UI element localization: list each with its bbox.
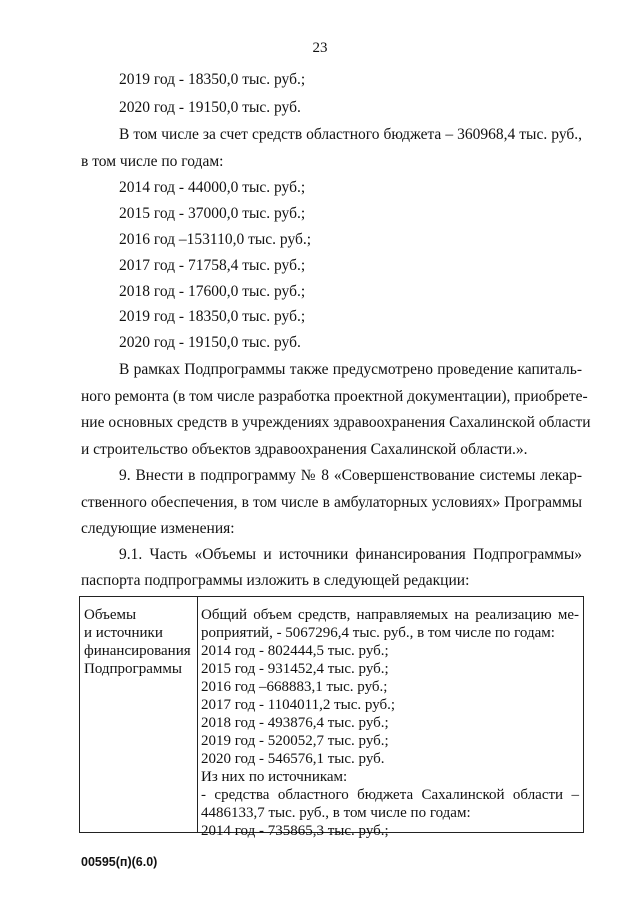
table-right-cell-line: 2017 год - 1104011,2 тыс. руб.;: [201, 697, 396, 713]
text-line: 2017 год - 71758,4 тыс. руб.;: [119, 257, 306, 274]
text-line: ного ремонта (в том числе разработка проектной документации), приобрете-: [81, 388, 588, 405]
text-line: следующие изменения:: [81, 520, 235, 537]
text-line: 2015 год - 37000,0 тыс. руб.;: [119, 205, 306, 222]
text-line: 9.1. Часть «Объемы и источники финансирования Подпрограммы»: [119, 546, 582, 563]
text-line: 2014 год - 44000,0 тыс. руб.;: [119, 179, 306, 196]
table-left-cell-line: финансирования: [84, 643, 191, 659]
text-line: 2019 год - 18350,0 тыс. руб.;: [119, 71, 306, 88]
document-code: 00595(п)(6.0): [81, 855, 158, 869]
table-right-cell-line: 2018 год - 493876,4 тыс. руб.;: [201, 715, 389, 731]
text-line: 2019 год - 18350,0 тыс. руб.;: [119, 308, 306, 325]
text-line: 2018 год - 17600,0 тыс. руб.;: [119, 283, 306, 300]
table-left-cell-line: Объемы: [84, 607, 137, 623]
text-line: ственного обеспечения, в том числе в амбулаторных условиях» Программы: [81, 494, 582, 511]
text-line: 2016 год –153110,0 тыс. руб.;: [119, 231, 312, 248]
table-right-cell-line: 2020 год - 546576,1 тыс. руб.: [201, 751, 385, 767]
table-right-cell-line: 2014 год - 735865,3 тыс. руб.;: [201, 823, 389, 839]
text-line: В рамках Подпрограммы также предусмотрено проведение капиталь-: [119, 361, 582, 378]
table-right-cell-line: 2014 год - 802444,5 тыс. руб.;: [201, 643, 389, 659]
text-line: паспорта подпрограммы изложить в следующей редакции:: [81, 572, 470, 589]
text-line: ние основных средств в учреждениях здравоохранения Сахалинской области: [81, 414, 591, 431]
table-left-cell-line: и источники: [84, 625, 163, 641]
table-column-divider: [197, 597, 198, 832]
table-right-cell-line: Из них по источникам:: [201, 769, 348, 785]
table-right-cell-line: роприятий, - 5067296,4 тыс. руб., в том числе по годам:: [201, 625, 555, 641]
table-right-cell-line: 2016 год –668883,1 тыс. руб.;: [201, 679, 388, 695]
table-right-cell-line: 2019 год - 520052,7 тыс. руб.;: [201, 733, 389, 749]
text-line: В том числе за счет средств областного бюджета – 360968,4 тыс. руб.,: [119, 126, 582, 143]
financing-table: [79, 596, 584, 839]
text-line: 2020 год - 19150,0 тыс. руб.: [119, 99, 301, 116]
text-line: в том числе по годам:: [81, 153, 224, 170]
page-number: 23: [312, 40, 328, 56]
table-right-cell-line: 2015 год - 931452,4 тыс. руб.;: [201, 661, 389, 677]
table-left-cell-line: Подпрограммы: [84, 661, 182, 677]
table-right-cell-line: 4486133,7 тыс. руб., в том числе по годам:: [201, 805, 471, 821]
table-right-cell-line: - средства областного бюджета Сахалинской области –: [201, 787, 579, 803]
text-line: 2020 год - 19150,0 тыс. руб.: [119, 334, 301, 351]
table-right-cell-line: Общий объем средств, направляемых на реализацию ме-: [201, 607, 579, 623]
text-line: и строительство объектов здравоохранения Сахалинской области.».: [81, 441, 528, 458]
text-line: 9. Внести в подпрограмму № 8 «Совершенствование системы лекар-: [119, 467, 582, 484]
